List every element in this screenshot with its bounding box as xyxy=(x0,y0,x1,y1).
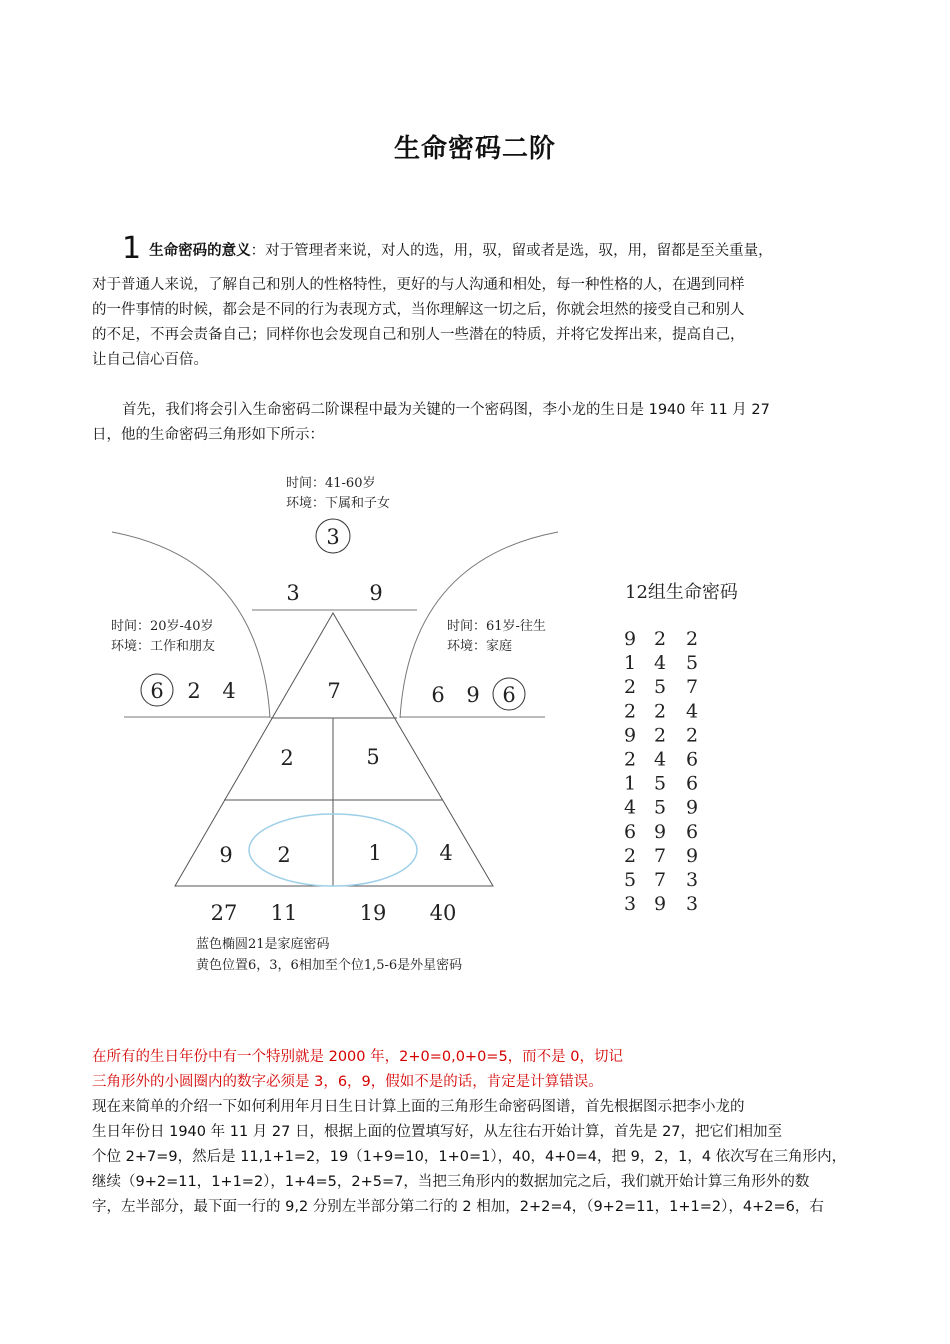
top-circle-number: 3 xyxy=(326,525,340,549)
codes-title: 12组生命密码 xyxy=(625,582,738,603)
intro-line: 日，他的生命密码三角形如下所示： xyxy=(92,427,324,443)
code-digit: 5 xyxy=(685,652,699,675)
code-digit: 2 xyxy=(623,700,637,723)
diagram-note: 黄色位置6，3，6相加至个位1,5-6是外星密码 xyxy=(196,958,463,973)
diagram-note: 蓝色椭圆21是家庭密码 xyxy=(196,937,330,952)
section-number: 1 xyxy=(122,231,142,266)
bottom-num: 19 xyxy=(359,901,387,925)
code-digit: 5 xyxy=(653,676,667,699)
row3-num: 1 xyxy=(368,841,382,865)
right-time-label: 时间：61岁-往生 xyxy=(447,619,546,634)
left-num: 4 xyxy=(222,679,236,703)
code-digit: 2 xyxy=(653,628,667,650)
body-line: 继续（9+2=11，1+1=2），1+4=5，2+5=7，当把三角形内的数据加完之后，我们就开始计算三角形外的数 xyxy=(92,1174,810,1190)
right-env-label: 环境：家庭 xyxy=(447,639,513,654)
code-digit: 2 xyxy=(623,748,637,771)
code-digit: 4 xyxy=(623,796,637,819)
section1-first-line xyxy=(92,231,862,266)
code-digit: 4 xyxy=(653,652,667,675)
row2-left: 2 xyxy=(280,746,294,770)
section-colon: ： xyxy=(250,243,266,259)
code-digit: 3 xyxy=(685,893,699,916)
code-digit: 2 xyxy=(623,676,637,699)
code-digit: 9 xyxy=(685,844,699,867)
code-digit: 6 xyxy=(685,772,699,795)
code-digit: 1 xyxy=(623,772,637,795)
page-title: 生命密码二阶 xyxy=(393,134,556,164)
body-line: 个位 2+7=9，然后是 11,1+1=2，19（1+9=10，1+0=1），40，4+0=4，把 9，2，1，4 依次写在三角形内， xyxy=(92,1149,847,1165)
bottom-num: 11 xyxy=(270,901,298,925)
warning-line: 在所有的生日年份中有一个特别就是 2000 年，2+0=0,0+0=5，而不是 0，切记 xyxy=(92,1049,624,1065)
code-digit: 5 xyxy=(623,869,637,891)
intro-line: 首先，我们将会引入生命密码二阶课程中最为关键的一个密码图，李小龙的生日是 1940 年 11 月 27 xyxy=(122,402,770,418)
code-digit: 6 xyxy=(685,748,699,771)
code-digit: 6 xyxy=(623,820,637,843)
section1-line: 的一件事情的时候，都会是不同的行为表现方式，当你理解这一切之后，你就会坦然的接受自己和别人 xyxy=(92,302,745,318)
row1-right: 9 xyxy=(369,581,383,605)
row3-num: 2 xyxy=(277,843,291,867)
code-digit: 9 xyxy=(653,820,667,843)
code-digit: 4 xyxy=(685,700,699,723)
left-num: 2 xyxy=(187,679,201,703)
right-num: 9 xyxy=(466,683,480,707)
row3-num: 4 xyxy=(439,841,453,865)
top-time-label: 时间：41-60岁 xyxy=(286,476,376,491)
code-digit: 7 xyxy=(685,676,699,699)
code-digit: 5 xyxy=(653,796,667,819)
code-digit: 5 xyxy=(653,772,667,795)
code-digit: 2 xyxy=(653,724,667,747)
left-time-label: 时间：20岁-40岁 xyxy=(111,619,214,634)
right-num: 6 xyxy=(431,683,445,707)
row1-left: 3 xyxy=(286,581,300,605)
row2-right: 5 xyxy=(366,745,380,769)
left-env-label: 环境：工作和朋友 xyxy=(111,639,216,654)
code-digit: 2 xyxy=(685,628,699,650)
code-digit: 9 xyxy=(623,724,637,747)
row3-num: 9 xyxy=(219,843,233,867)
right-num: 6 xyxy=(502,683,516,707)
bottom-num: 40 xyxy=(429,901,457,925)
body-line: 字，左半部分，最下面一行的 9,2 分别左半部分第二行的 2 相加，2+2=4，（9+2=11，1+1=2），4+2=6，右 xyxy=(92,1199,824,1215)
code-digit: 2 xyxy=(653,700,667,723)
left-num: 6 xyxy=(150,679,164,703)
bottom-num: 27 xyxy=(210,901,238,925)
code-digit: 2 xyxy=(623,844,637,867)
code-digit: 3 xyxy=(623,893,637,916)
codes-table xyxy=(624,628,698,915)
body-line: 生日年份日 1940 年 11 月 27 日，根据上面的位置填写好，从左往右开始计算，首先是 27，把它们相加至 xyxy=(92,1124,783,1140)
top-env-label: 环境：下属和子女 xyxy=(286,496,391,511)
body-line: 现在来简单的介绍一下如何利用年月日生日计算上面的三角形生命密码图谱，首先根据图示把李小龙的 xyxy=(92,1099,745,1115)
code-digit: 9 xyxy=(653,893,667,916)
section1-line: 让自己信心百倍。 xyxy=(92,352,208,368)
code-digit: 6 xyxy=(685,820,699,843)
code-digit: 7 xyxy=(653,869,667,891)
code-digit: 1 xyxy=(623,652,637,675)
code-digit: 4 xyxy=(653,748,667,771)
section-heading: 生命密码的意义 xyxy=(149,243,251,259)
warning-line: 三角形外的小圆圈内的数字必须是 3，6，9，假如不是的话，肯定是计算错误。 xyxy=(92,1074,603,1090)
section1-text: 对于管理者来说，对人的选，用，驭，留或者是选，驭，用，留都是至关重量， xyxy=(265,243,773,259)
code-digit: 3 xyxy=(685,869,699,891)
code-digit: 9 xyxy=(623,628,637,650)
section1-line: 的不足，不再会责备自己；同样你也会发现自己和别人一些潜在的特质，并将它发挥出来，提高自己， xyxy=(92,327,745,343)
section1-line: 对于普通人来说，了解自己和别人的性格特性，更好的与人沟通和相处，每一种性格的人，在遇到同样 xyxy=(92,277,745,293)
code-digit: 7 xyxy=(653,844,667,867)
apex-number: 7 xyxy=(327,679,341,703)
code-digit: 9 xyxy=(685,796,699,819)
code-digit: 2 xyxy=(685,724,699,747)
life-code-diagram xyxy=(0,460,950,1020)
